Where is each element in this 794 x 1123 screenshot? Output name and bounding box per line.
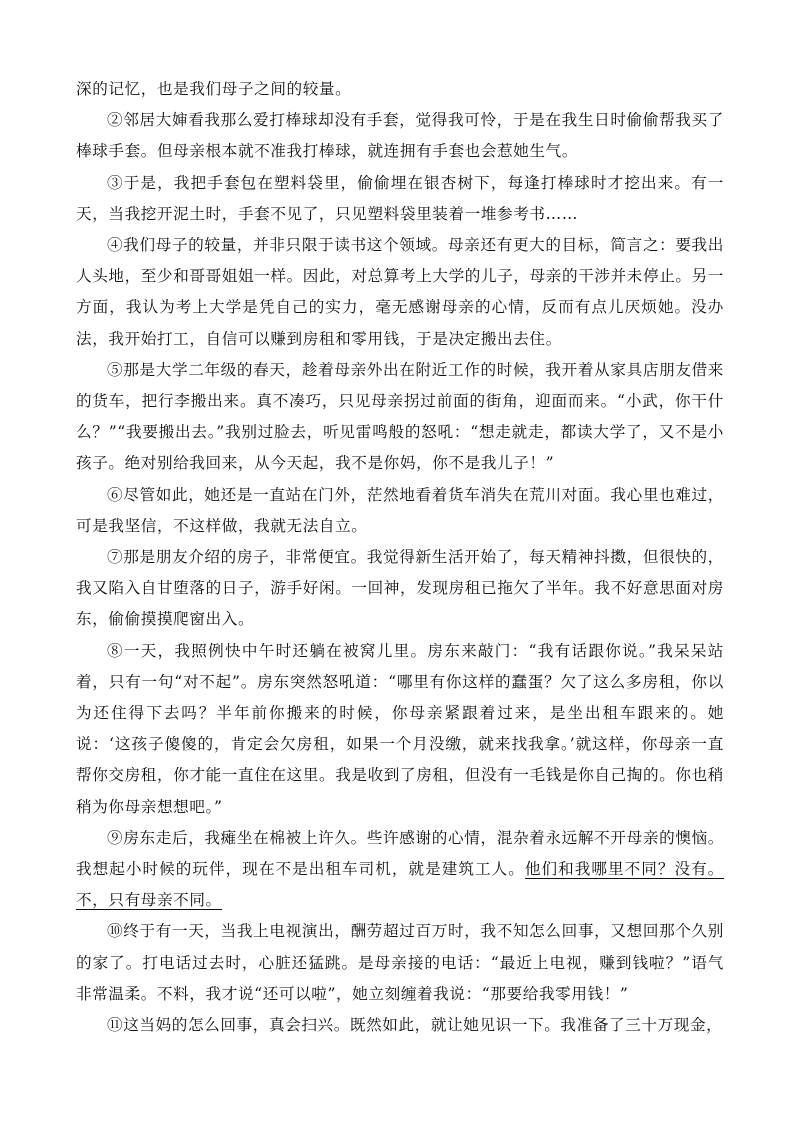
paragraph-4: ④我们母子的较量，并非只限于读书这个领域。母亲还有更大的目标，简言之：要我出人头地，至少和哥哥姐姐一样。因此，对总算考上大学的儿子，母亲的干涉并未停止。另一方面，我认为考上大学是凭自己的实力，毫无感谢母亲的心情，反而有点儿厌烦她。没办法，我开始打工，自信可以赚到房租和零用钱，于是决定搬出去住。 [76,236,724,348]
paragraph-3: ③于是，我把手套包在塑料袋里，偷偷埋在银杏树下，每逢打棒球时才挖出来。有一天，当我挖开泥土时，手套不见了，只见塑料袋里装着一堆参考书…… [76,173,724,223]
paragraph-7: ⑦那是朋友介绍的房子，非常便宜。我觉得新生活开始了，每天精神抖擞，但很快的，我又陷入自甘堕落的日子，游手好闲。一回神，发现房租已拖欠了半年。我不好意思面对房东，偷偷摸摸爬窗出入。 [76,548,724,629]
article-body [76,74,724,1041]
paragraph-9-text: ⑨房东走后，我瘫坐在棉被上许久。些许感谢的心情，混杂着永远解不开母亲的懊恼。我想起小时候的玩伴，现在不是出租车司机，就是建筑工人。 [76,828,724,879]
paragraph-0: 深的记忆，也是我们母子之间的较量。 [76,80,352,98]
paragraph-9 [76,823,724,917]
underlined-sentence: 他们和我哪里不同？没有。不，只有母亲不同。 [76,860,725,910]
paragraph-6: ⑥尽管如此，她还是一直站在门外，茫然地看着货车消失在荒川对面。我心里也难过，可是我坚信，不这样做，我就无法自立。 [76,485,724,535]
paragraph-11: ⑪这当妈的怎么回事，真会扫兴。既然如此，就让她见识一下。我准备了三十万现金， [107,1016,723,1035]
paragraph-10: ⑩终于有一天，当我上电视演出，酬劳超过百万时，我不知怎么回事，又想回那个久别的家了。打电话过去时，心脏还猛跳。是母亲接的电话：“最近上电视，赚到钱啦？”语气非常温柔。不料，我才说“还可以啦”，她立刻缠着我说：“那要给我零用钱！” [76,922,724,1003]
paragraph-8: ⑧一天，我照例快中午时还躺在被窝儿里。房东来敲门：“我有话跟你说。”我呆呆站着，只有一句“对不起”。房东突然怒吼道：“哪里有你这样的蠢蛋？欠了这么多房租，你以为还住得下去吗？半年前你搬来的时候，你母亲紧跟着过来，是坐出租车跟来的。她说：‘这孩子傻傻的，肯定会欠房租，如果一个月没缴，就来找我拿。’就这样，你母亲一直帮你交房租，你才能一直住在这里。我是收到了房租，但没有一毛钱是你自己掏的。你也稍稍为你母亲想想吧。” [76,641,724,816]
paragraph-2: ②邻居大婶看我那么爱打棒球却没有手套，觉得我可怜，于是在我生日时偷偷帮我买了棒球手套。但母亲根本就不准我打棒球，就连拥有手套也会惹她生气。 [76,111,724,161]
paragraph-5: ⑤那是大学二年级的春天，趁着母亲外出在附近工作的时候，我开着从家具店朋友借来的货车，把行李搬出来。真不凑巧，只见母亲拐过前面的街角，迎面而来。“小武，你干什么？”“我要搬出去。”我别过脸去，听见雷鸣般的怒吼：“想走就走，都读大学了，又不是小孩子。绝对别给我回来，从今天起，我不是你妈，你不是我儿子！” [76,360,724,473]
